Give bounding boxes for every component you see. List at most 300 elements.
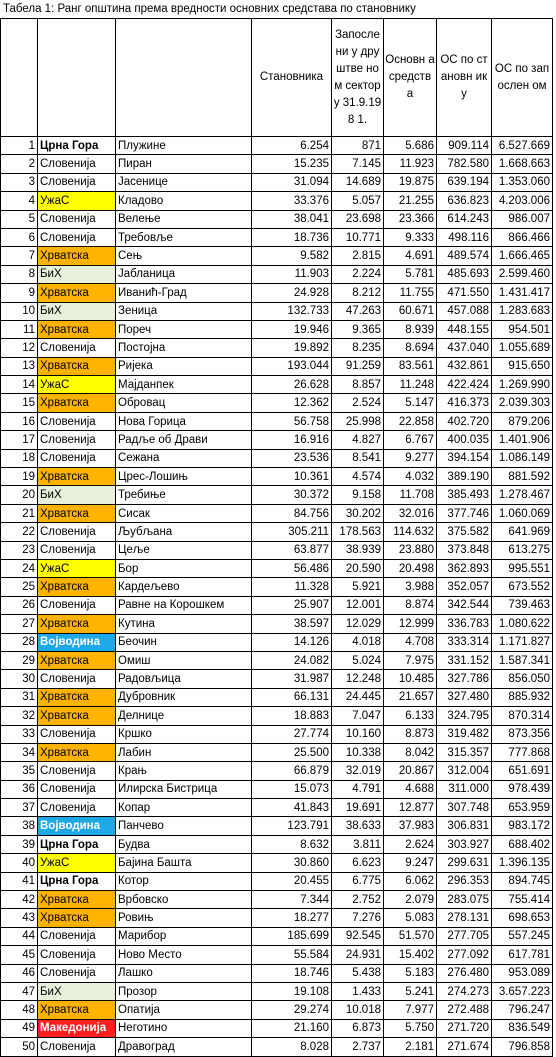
cell-employed: 5.921: [332, 578, 384, 596]
cell-os-per-employed: 983.172: [492, 817, 553, 835]
cell-employed: 178.563: [332, 523, 384, 541]
table-row: [1, 247, 553, 265]
cell-municipality: Илирска Бистрица: [116, 780, 252, 798]
cell-employed: 8.235: [332, 339, 384, 357]
cell-os-per-capita: 432.861: [437, 357, 492, 375]
cell-os-per-capita: 402.720: [437, 412, 492, 430]
cell-municipality: Требиње: [116, 486, 252, 504]
table-row: [1, 302, 553, 320]
cell-assets: 23.366: [384, 210, 437, 228]
cell-os-per-capita: 276.480: [437, 964, 492, 982]
cell-rank: 16: [1, 412, 38, 430]
table-row: [1, 155, 553, 173]
table-row: [1, 1019, 553, 1037]
table-row: [1, 909, 553, 927]
cell-os-per-employed: 836.549: [492, 1019, 553, 1037]
cell-population: 24.928: [252, 284, 332, 302]
cell-assets: 11.248: [384, 376, 437, 394]
cell-population: 23.536: [252, 449, 332, 467]
cell-os-per-employed: 613.275: [492, 541, 553, 559]
cell-rank: 44: [1, 927, 38, 945]
cell-rank: 34: [1, 743, 38, 761]
cell-os-per-employed: 673.552: [492, 578, 553, 596]
cell-employed: 92.545: [332, 927, 384, 945]
cell-employed: 8.212: [332, 284, 384, 302]
cell-municipality: Сежана: [116, 449, 252, 467]
cell-population: 14.126: [252, 633, 332, 651]
cell-municipality: Неготино: [116, 1019, 252, 1037]
cell-os-per-employed: 894.745: [492, 872, 553, 890]
cell-republic: Словенија: [38, 541, 116, 559]
cell-republic: Хрватска: [38, 743, 116, 761]
cell-os-per-employed: 2.599.460: [492, 265, 553, 283]
cell-os-per-capita: 296.353: [437, 872, 492, 890]
cell-rank: 27: [1, 615, 38, 633]
cell-assets: 23.880: [384, 541, 437, 559]
cell-municipality: Требовље: [116, 228, 252, 246]
cell-assets: 83.561: [384, 357, 437, 375]
cell-rank: 10: [1, 302, 38, 320]
cell-assets: 5.183: [384, 964, 437, 982]
cell-employed: 6.775: [332, 872, 384, 890]
cell-employed: 24.445: [332, 688, 384, 706]
cell-employed: 4.827: [332, 431, 384, 449]
cell-os-per-employed: 1.086.149: [492, 449, 553, 467]
cell-assets: 9.247: [384, 854, 437, 872]
cell-population: 18.277: [252, 909, 332, 927]
cell-population: 31.987: [252, 670, 332, 688]
table-row: [1, 541, 553, 559]
cell-os-per-capita: 342.544: [437, 596, 492, 614]
cell-municipality: Велење: [116, 210, 252, 228]
cell-population: 18.883: [252, 707, 332, 725]
cell-os-per-capita: 319.482: [437, 725, 492, 743]
cell-employed: 10.771: [332, 228, 384, 246]
cell-republic: Словенија: [38, 964, 116, 982]
table-row: [1, 872, 553, 890]
cell-rank: 33: [1, 725, 38, 743]
cell-assets: 5.083: [384, 909, 437, 927]
cell-municipality: Сењ: [116, 247, 252, 265]
table-row: [1, 228, 553, 246]
cell-assets: 11.755: [384, 284, 437, 302]
cell-municipality: Ровињ: [116, 909, 252, 927]
cell-os-per-capita: 422.424: [437, 376, 492, 394]
cell-population: 193.044: [252, 357, 332, 375]
table-row: [1, 449, 553, 467]
cell-population: 18.736: [252, 228, 332, 246]
cell-employed: 10.338: [332, 743, 384, 761]
cell-os-per-capita: 614.243: [437, 210, 492, 228]
cell-employed: 5.024: [332, 651, 384, 669]
table-row: [1, 265, 553, 283]
cell-os-per-capita: 389.190: [437, 468, 492, 486]
cell-assets: 20.867: [384, 762, 437, 780]
table-row: [1, 707, 553, 725]
cell-assets: 9.333: [384, 228, 437, 246]
cell-municipality: Цеље: [116, 541, 252, 559]
table-row: [1, 486, 553, 504]
cell-rank: 23: [1, 541, 38, 559]
cell-os-per-employed: 653.959: [492, 799, 553, 817]
cell-os-per-capita: 324.795: [437, 707, 492, 725]
table-row: [1, 468, 553, 486]
cell-rank: 1: [1, 137, 38, 155]
header-population: Становника: [252, 19, 332, 137]
cell-rank: 30: [1, 670, 38, 688]
cell-municipality: Ријека: [116, 357, 252, 375]
cell-employed: 91.259: [332, 357, 384, 375]
cell-municipality: Беочин: [116, 633, 252, 651]
cell-assets: 8.874: [384, 596, 437, 614]
cell-population: 25.907: [252, 596, 332, 614]
cell-employed: 38.939: [332, 541, 384, 559]
cell-population: 7.344: [252, 891, 332, 909]
cell-os-per-capita: 448.155: [437, 320, 492, 338]
cell-municipality: Постојна: [116, 339, 252, 357]
cell-os-per-capita: 306.831: [437, 817, 492, 835]
cell-municipality: Зеница: [116, 302, 252, 320]
cell-republic: Словенија: [38, 596, 116, 614]
cell-employed: 7.276: [332, 909, 384, 927]
cell-population: 15.235: [252, 155, 332, 173]
cell-rank: 3: [1, 173, 38, 191]
cell-os-per-capita: 312.004: [437, 762, 492, 780]
cell-employed: 9.365: [332, 320, 384, 338]
table-row: [1, 633, 553, 651]
cell-assets: 5.750: [384, 1019, 437, 1037]
cell-os-per-employed: 995.551: [492, 559, 553, 577]
cell-rank: 24: [1, 559, 38, 577]
cell-os-per-capita: 327.786: [437, 670, 492, 688]
cell-os-per-capita: 498.116: [437, 228, 492, 246]
cell-assets: 5.147: [384, 394, 437, 412]
table-row: [1, 725, 553, 743]
cell-republic: Словенија: [38, 1038, 116, 1056]
cell-municipality: Копар: [116, 799, 252, 817]
cell-os-per-employed: 1.080.622: [492, 615, 553, 633]
cell-population: 27.774: [252, 725, 332, 743]
cell-population: 24.082: [252, 651, 332, 669]
cell-population: 12.362: [252, 394, 332, 412]
cell-rank: 47: [1, 982, 38, 1000]
cell-assets: 4.688: [384, 780, 437, 798]
cell-population: 11.328: [252, 578, 332, 596]
cell-republic: БиХ: [38, 265, 116, 283]
cell-os-per-capita: 394.154: [437, 449, 492, 467]
cell-assets: 5.241: [384, 982, 437, 1000]
table-row: [1, 854, 553, 872]
table-caption: Табела 1: Ранг општина према вредности основних средстава по становнику: [3, 3, 416, 15]
cell-rank: 20: [1, 486, 38, 504]
table-row: [1, 578, 553, 596]
cell-municipality: Котор: [116, 872, 252, 890]
cell-rank: 37: [1, 799, 38, 817]
cell-assets: 19.875: [384, 173, 437, 191]
cell-municipality: Дравоград: [116, 1038, 252, 1056]
table-row: [1, 523, 553, 541]
cell-assets: 12.999: [384, 615, 437, 633]
cell-assets: 15.402: [384, 946, 437, 964]
cell-municipality: Мајданпек: [116, 376, 252, 394]
table-row: [1, 670, 553, 688]
cell-employed: 32.019: [332, 762, 384, 780]
cell-population: 66.131: [252, 688, 332, 706]
table-row: [1, 1038, 553, 1056]
cell-employed: 3.811: [332, 835, 384, 853]
cell-municipality: Панчево: [116, 817, 252, 835]
cell-republic: Словенија: [38, 449, 116, 467]
cell-os-per-capita: 277.092: [437, 946, 492, 964]
cell-os-per-capita: 303.927: [437, 835, 492, 853]
cell-os-per-capita: 299.631: [437, 854, 492, 872]
cell-republic: Словенија: [38, 725, 116, 743]
header-os-per-capita: [437, 19, 492, 137]
cell-rank: 4: [1, 192, 38, 210]
cell-population: 6.254: [252, 137, 332, 155]
cell-os-per-capita: 373.848: [437, 541, 492, 559]
cell-employed: 871: [332, 137, 384, 155]
header-os-per-employed-text: ОС по запослен ом: [494, 62, 550, 92]
cell-municipality: Љубљана: [116, 523, 252, 541]
cell-employed: 12.029: [332, 615, 384, 633]
table-row: [1, 339, 553, 357]
cell-rank: 31: [1, 688, 38, 706]
cell-municipality: Дубровник: [116, 688, 252, 706]
cell-os-per-employed: 1.396.135: [492, 854, 553, 872]
table-row: [1, 982, 553, 1000]
cell-os-per-employed: 1.668.663: [492, 155, 553, 173]
cell-rank: 49: [1, 1019, 38, 1037]
cell-rank: 9: [1, 284, 38, 302]
cell-assets: 8.873: [384, 725, 437, 743]
cell-os-per-employed: 1.431.417: [492, 284, 553, 302]
cell-rank: 46: [1, 964, 38, 982]
cell-rank: 19: [1, 468, 38, 486]
cell-employed: 2.815: [332, 247, 384, 265]
table-row: [1, 762, 553, 780]
cell-municipality: Кутина: [116, 615, 252, 633]
cell-republic: Македонија: [38, 1019, 116, 1037]
cell-os-per-capita: 471.550: [437, 284, 492, 302]
cell-republic: Црна Гора: [38, 137, 116, 155]
cell-republic: Хрватска: [38, 284, 116, 302]
cell-employed: 30.202: [332, 504, 384, 522]
cell-population: 56.486: [252, 559, 332, 577]
cell-os-per-employed: 915.650: [492, 357, 553, 375]
cell-os-per-employed: 3.657.223: [492, 982, 553, 1000]
header-assets-text: Основн а средств а: [385, 54, 435, 100]
cell-os-per-employed: 1.171.827: [492, 633, 553, 651]
cell-assets: 20.498: [384, 559, 437, 577]
cell-os-per-capita: 909.114: [437, 137, 492, 155]
table-row: [1, 946, 553, 964]
cell-os-per-employed: 698.653: [492, 909, 553, 927]
cell-os-per-capita: 271.720: [437, 1019, 492, 1037]
cell-rank: 13: [1, 357, 38, 375]
cell-municipality: Јабланица: [116, 265, 252, 283]
cell-os-per-capita: 311.000: [437, 780, 492, 798]
cell-population: 8.632: [252, 835, 332, 853]
cell-population: 19.892: [252, 339, 332, 357]
table-row: [1, 835, 553, 853]
cell-population: 19.946: [252, 320, 332, 338]
cell-os-per-capita: 271.674: [437, 1038, 492, 1056]
cell-assets: 12.877: [384, 799, 437, 817]
table-row: [1, 651, 553, 669]
cell-os-per-capita: 278.131: [437, 909, 492, 927]
cell-os-per-employed: 777.868: [492, 743, 553, 761]
table-row: [1, 743, 553, 761]
header-municipality: [116, 19, 252, 137]
cell-republic: Словенија: [38, 431, 116, 449]
cell-employed: 4.574: [332, 468, 384, 486]
cell-rank: 6: [1, 228, 38, 246]
cell-os-per-employed: 6.527.669: [492, 137, 553, 155]
cell-os-per-capita: 352.057: [437, 578, 492, 596]
cell-os-per-capita: 333.314: [437, 633, 492, 651]
cell-os-per-employed: 641.969: [492, 523, 553, 541]
cell-os-per-employed: 796.247: [492, 1001, 553, 1019]
cell-rank: 18: [1, 449, 38, 467]
cell-republic: Словенија: [38, 670, 116, 688]
cell-employed: 7.145: [332, 155, 384, 173]
cell-os-per-capita: 274.273: [437, 982, 492, 1000]
cell-os-per-employed: 879.206: [492, 412, 553, 430]
table-row: [1, 320, 553, 338]
cell-os-per-employed: 4.203.006: [492, 192, 553, 210]
cell-rank: 15: [1, 394, 38, 412]
cell-rank: 39: [1, 835, 38, 853]
cell-os-per-capita: 331.152: [437, 651, 492, 669]
cell-os-per-employed: 1.587.341: [492, 651, 553, 669]
table-row: [1, 431, 553, 449]
cell-rank: 42: [1, 891, 38, 909]
cell-municipality: Радовљица: [116, 670, 252, 688]
cell-employed: 8.857: [332, 376, 384, 394]
cell-population: 20.455: [252, 872, 332, 890]
cell-municipality: Црес-Лошињ: [116, 468, 252, 486]
cell-republic: Хрватска: [38, 504, 116, 522]
table-row: [1, 210, 553, 228]
cell-os-per-employed: 739.463: [492, 596, 553, 614]
cell-municipality: Иванић-Град: [116, 284, 252, 302]
cell-rank: 26: [1, 596, 38, 614]
cell-os-per-capita: 272.488: [437, 1001, 492, 1019]
cell-assets: 21.657: [384, 688, 437, 706]
cell-population: 56.758: [252, 412, 332, 430]
cell-os-per-employed: 873.356: [492, 725, 553, 743]
cell-os-per-employed: 557.245: [492, 927, 553, 945]
table-row: [1, 615, 553, 633]
cell-republic: БиХ: [38, 982, 116, 1000]
cell-municipality: Нова Горица: [116, 412, 252, 430]
cell-municipality: Лашко: [116, 964, 252, 982]
cell-os-per-employed: 617.781: [492, 946, 553, 964]
cell-employed: 5.438: [332, 964, 384, 982]
cell-os-per-employed: 688.402: [492, 835, 553, 853]
cell-rank: 29: [1, 651, 38, 669]
cell-republic: Хрватска: [38, 707, 116, 725]
table-row: [1, 559, 553, 577]
cell-os-per-capita: 385.493: [437, 486, 492, 504]
table-row: [1, 964, 553, 982]
cell-population: 8.028: [252, 1038, 332, 1056]
cell-rank: 5: [1, 210, 38, 228]
table-row: [1, 927, 553, 945]
cell-population: 66.879: [252, 762, 332, 780]
cell-population: 84.756: [252, 504, 332, 522]
cell-population: 55.584: [252, 946, 332, 964]
cell-os-per-employed: 881.592: [492, 468, 553, 486]
cell-republic: УжаС: [38, 559, 116, 577]
cell-municipality: Марибор: [116, 927, 252, 945]
cell-population: 185.699: [252, 927, 332, 945]
cell-os-per-capita: 639.194: [437, 173, 492, 191]
cell-os-per-capita: 782.580: [437, 155, 492, 173]
cell-republic: Хрватска: [38, 357, 116, 375]
cell-rank: 22: [1, 523, 38, 541]
cell-population: 30.860: [252, 854, 332, 872]
cell-os-per-employed: 796.858: [492, 1038, 553, 1056]
cell-rank: 17: [1, 431, 38, 449]
cell-employed: 1.433: [332, 982, 384, 1000]
cell-republic: Црна Гора: [38, 835, 116, 853]
cell-os-per-employed: 1.353.060: [492, 173, 553, 191]
cell-population: 18.746: [252, 964, 332, 982]
cell-assets: 3.988: [384, 578, 437, 596]
cell-republic: Словенија: [38, 780, 116, 798]
cell-assets: 8.939: [384, 320, 437, 338]
cell-assets: 2.079: [384, 891, 437, 909]
cell-employed: 6.873: [332, 1019, 384, 1037]
cell-municipality: Радље об Драви: [116, 431, 252, 449]
cell-republic: Словенија: [38, 927, 116, 945]
cell-employed: 8.541: [332, 449, 384, 467]
cell-os-per-employed: 1.666.465: [492, 247, 553, 265]
cell-assets: 2.181: [384, 1038, 437, 1056]
cell-os-per-employed: 2.039.303: [492, 394, 553, 412]
header-employed-text: Запосле ни у друштве ном сектору 31.9.198 1.: [333, 28, 382, 126]
cell-republic: Црна Гора: [38, 872, 116, 890]
cell-population: 29.274: [252, 1001, 332, 1019]
cell-republic: Словенија: [38, 412, 116, 430]
cell-municipality: Бајина Башта: [116, 854, 252, 872]
cell-os-per-capita: 457.088: [437, 302, 492, 320]
cell-municipality: Пореч: [116, 320, 252, 338]
cell-os-per-employed: 755.414: [492, 891, 553, 909]
cell-os-per-capita: 485.693: [437, 265, 492, 283]
cell-assets: 11.923: [384, 155, 437, 173]
cell-employed: 10.160: [332, 725, 384, 743]
cell-os-per-employed: 954.501: [492, 320, 553, 338]
cell-assets: 8.042: [384, 743, 437, 761]
header-os-per-employed: [492, 19, 553, 137]
cell-rank: 50: [1, 1038, 38, 1056]
cell-rank: 32: [1, 707, 38, 725]
cell-republic: Хрватска: [38, 909, 116, 927]
cell-os-per-employed: 1.055.689: [492, 339, 553, 357]
cell-republic: Хрватска: [38, 615, 116, 633]
cell-republic: БиХ: [38, 302, 116, 320]
header-employed: [332, 19, 384, 137]
cell-rank: 7: [1, 247, 38, 265]
cell-republic: БиХ: [38, 486, 116, 504]
cell-population: 38.041: [252, 210, 332, 228]
cell-os-per-capita: 489.574: [437, 247, 492, 265]
cell-assets: 60.671: [384, 302, 437, 320]
cell-republic: Словенија: [38, 762, 116, 780]
